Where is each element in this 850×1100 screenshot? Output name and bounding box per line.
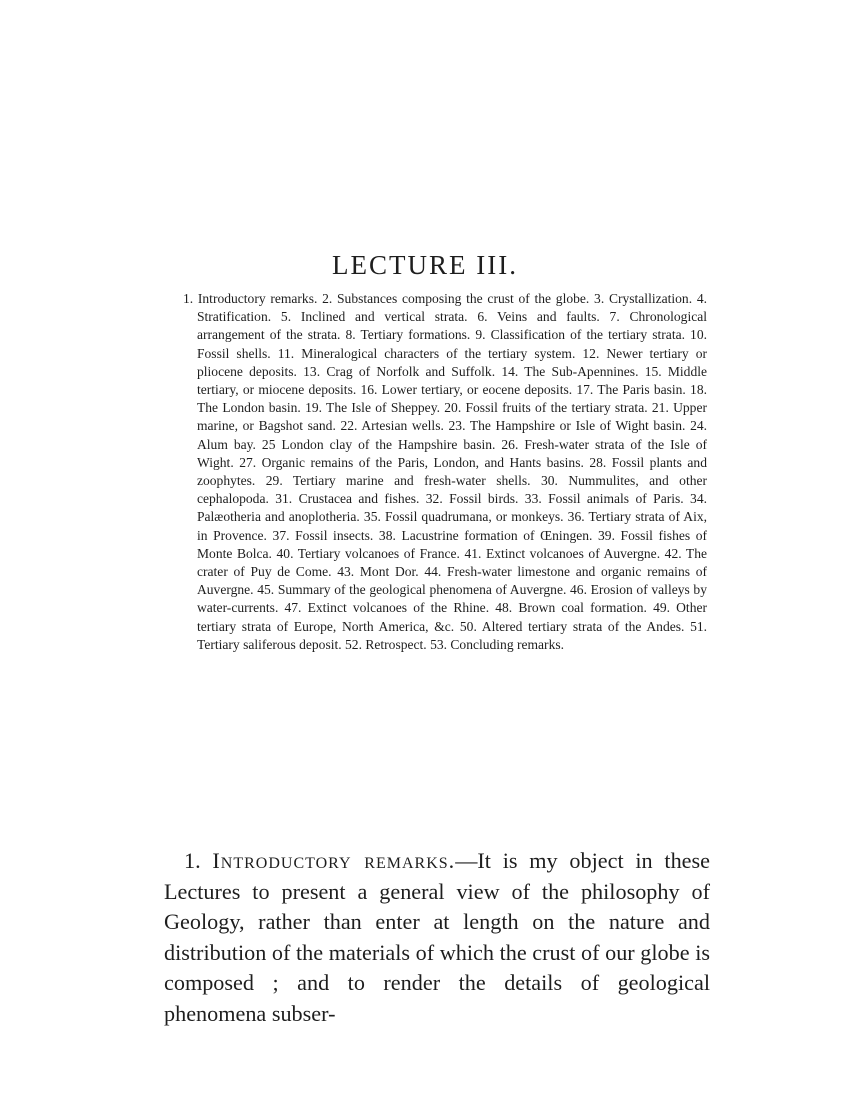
contents-item: 38. Lacustrine formation of Œningen. (378, 527, 593, 543)
contents-item: 25 London clay of the Hampshire basin. (261, 436, 496, 452)
contents-item: 48. Brown coal formation. (495, 600, 647, 616)
contents-item: 24. Alum bay. (197, 418, 707, 452)
contents-item: 8. Tertiary formations. (345, 327, 471, 343)
contents-item: 13. Crag of Norfolk and Suffolk. (303, 363, 496, 379)
contents-item: 1. Introductory remarks. (183, 291, 318, 306)
contents-item: 21. Upper marine, or Bagshot sand. (197, 400, 707, 434)
contents-item: 7. Chronological arrangement of the strata. (197, 309, 707, 343)
contents-item: 6. Veins and faults. (477, 309, 600, 325)
contents-item: 2. Substances composing the crust of the globe. (322, 291, 590, 306)
contents-item: 11. Mineralogical characters of the tertiary system. (277, 345, 576, 361)
body-paragraph (164, 846, 710, 1029)
contents-item: 9. Classification of the tertiary strata. (475, 327, 685, 343)
contents-item: 15. Middle tertiary, or miocene deposits. (197, 363, 707, 398)
contents-item: 34. Palæotheria and anoplotheria. (197, 491, 707, 525)
contents-item: 14. The Sub-Apennines. (501, 363, 639, 379)
lecture-contents (183, 290, 707, 654)
contents-item: 43. Mont Dor. (337, 564, 419, 580)
contents-item: 3. Crystallization. (594, 291, 693, 306)
contents-item: 49. Other tertiary strata of Europe, North America, &c. (197, 600, 707, 634)
contents-item: 29. Tertiary marine and fresh-water shells. (265, 473, 531, 489)
contents-item: 50. Altered tertiary strata of the Andes. (459, 618, 685, 634)
contents-item: 12. Newer tertiary or pliocene deposits. (197, 345, 707, 379)
contents-item: 10. Fossil shells. (197, 327, 707, 361)
section-number: 1. (184, 848, 201, 873)
contents-item: 23. The Hampshire or Isle of Wight basin. (448, 418, 686, 434)
contents-item: 51. Tertiary saliferous deposit. (197, 618, 708, 652)
contents-item: 20. Fossil fruits of the tertiary strata. (444, 400, 648, 416)
contents-item: 28. Fossil plants and zoophytes. (197, 454, 707, 489)
contents-item: 33. Fossil animals of Paris. (524, 491, 684, 507)
section-text: —It is my object in these Lectures to present a general view of the philosophy of Geology, rather than enter at length on the nature and distribution of the materials of which the crust of our globe is composed ; and to render the details of geological phenomena subser- (164, 848, 711, 1026)
contents-item: 53. Concluding remarks. (430, 636, 565, 652)
section-heading: Introductory remarks. (212, 848, 456, 873)
contents-item: 30. Nummulites, and other cephalopoda. (197, 473, 708, 507)
contents-item: 36. Tertiary strata of Aix, in Provence. (197, 509, 708, 543)
contents-item: 44. Fresh-water limestone and organic remains of Auvergne. (197, 564, 707, 598)
contents-item: 5. Inclined and vertical strata. (280, 309, 468, 325)
contents-item: 45. Summary of the geological phenomena of Auvergne. (257, 582, 567, 598)
contents-item: 26. Fresh-water strata of the Isle of Wight. (197, 436, 707, 470)
contents-item: 27. Organic remains of the Paris, London, and Hants basins. (239, 454, 584, 470)
contents-item: 17. The Paris basin. (576, 382, 686, 398)
contents-item: 19. The Isle of Sheppey. (305, 400, 440, 416)
contents-item: 32. Fossil birds. (425, 491, 519, 507)
contents-item: 31. Crustacea and fishes. (275, 491, 420, 507)
contents-item: 37. Fossil insects. (272, 527, 374, 543)
contents-item: 39. Fossil fishes of Monte Bolca. (197, 527, 708, 561)
contents-item: 41. Extinct volcanoes of Auvergne. (464, 545, 661, 561)
contents-item: 52. Retrospect. (345, 636, 427, 652)
contents-item: 47. Extinct volcanoes of the Rhine. (284, 600, 490, 616)
lecture-title: LECTURE III. (332, 250, 518, 280)
contents-item: 16. Lower tertiary, or eocene deposits. (360, 382, 573, 398)
contents-item: 22. Artesian wells. (340, 418, 444, 434)
contents-item: 42. The crater of Puy de Come. (197, 545, 707, 580)
contents-item: 46. Erosion of valleys by water-currents. (197, 582, 707, 616)
contents-item: 35. Fossil quadrumana, or monkeys. (363, 509, 564, 525)
contents-item: 18. The London basin. (197, 382, 707, 416)
contents-item: 4. Stratification. (197, 291, 708, 325)
contents-item: 40. Tertiary volcanoes of France. (276, 545, 460, 561)
